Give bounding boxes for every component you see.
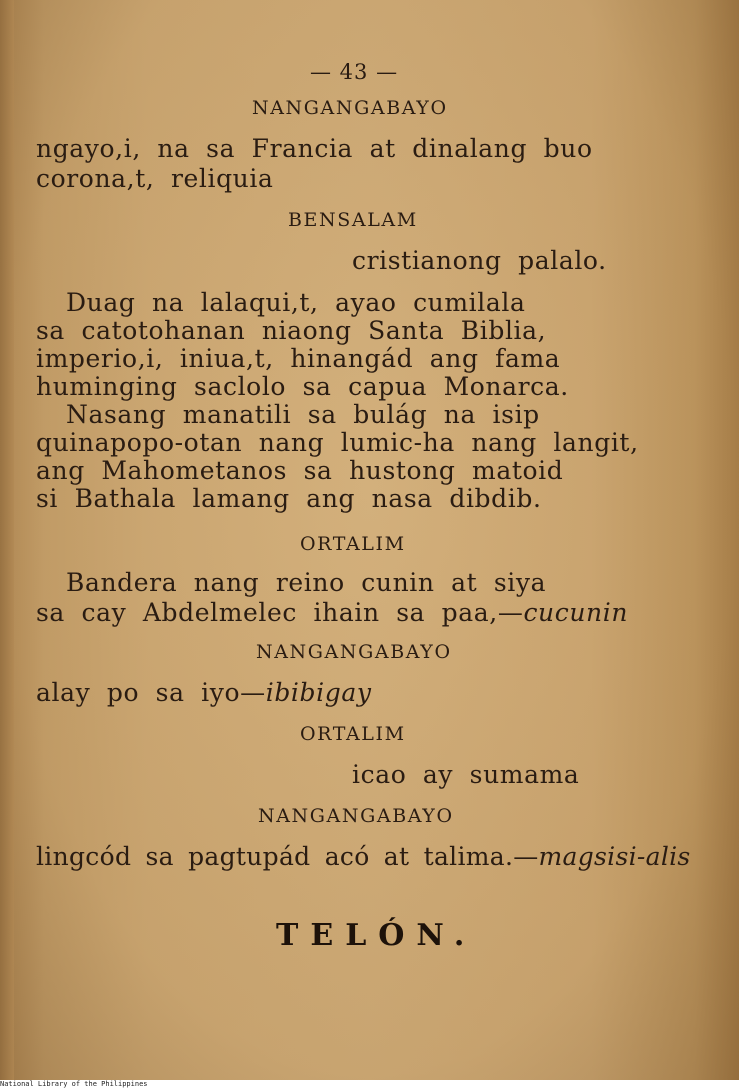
verse-line	[36, 842, 691, 872]
verse-line: cristianong palalo.	[352, 246, 607, 275]
verse-text: sa cay Abdelmelec ihain sa paa,—	[36, 598, 524, 627]
verse-line: si Bathala lamang ang nasa dibdib.	[36, 484, 542, 513]
verse-line: icao ay sumama	[352, 760, 580, 789]
verse-line: corona,t, reliquia	[36, 164, 274, 193]
speaker-heading: NANGANGABAYO	[256, 641, 452, 663]
page-spine-shadow	[0, 0, 14, 1080]
speaker-heading: ORTALIM	[300, 723, 406, 745]
verse-line	[36, 678, 372, 708]
page-number: — 43 —	[310, 60, 399, 84]
speaker-heading: BENSALAM	[288, 209, 418, 231]
verse-line: quinapopo-otan nang lumic-ha nang langit,	[36, 428, 639, 457]
verse-line: ang Mahometanos sa hustong matoid	[36, 456, 564, 485]
verse-line: ngayo,i, na sa Francia at dinalang buo	[36, 134, 593, 163]
verse-line: sa catotohanan niaong Santa Biblia,	[36, 316, 547, 345]
stage-direction: ibibigay	[265, 678, 372, 707]
verse-line: Nasang manatili sa bulág na isip	[66, 400, 540, 429]
verse-line	[36, 598, 628, 628]
speaker-heading: NANGANGABAYO	[252, 97, 448, 119]
stage-direction: cucunin	[523, 598, 629, 627]
speaker-heading: ORTALIM	[300, 533, 406, 555]
verse-text: alay po sa iyo—	[36, 678, 266, 707]
verse-text: lingcód sa pagtupád acó at talima.—	[36, 842, 539, 871]
closing-curtain-text: TELÓN.	[276, 918, 477, 953]
verse-line: Duag na lalaqui,t, ayao cumilala	[66, 288, 526, 317]
speaker-heading: NANGANGABAYO	[258, 805, 454, 827]
verse-line: imperio,i, iniua,t, hinangád ang fama	[36, 344, 561, 373]
stage-direction: magsisi-alis	[538, 842, 691, 871]
library-footer: National Library of the Philippines	[0, 1080, 148, 1088]
verse-line: Bandera nang reino cunin at siya	[66, 568, 547, 597]
verse-line: huminging saclolo sa capua Monarca.	[36, 372, 569, 401]
